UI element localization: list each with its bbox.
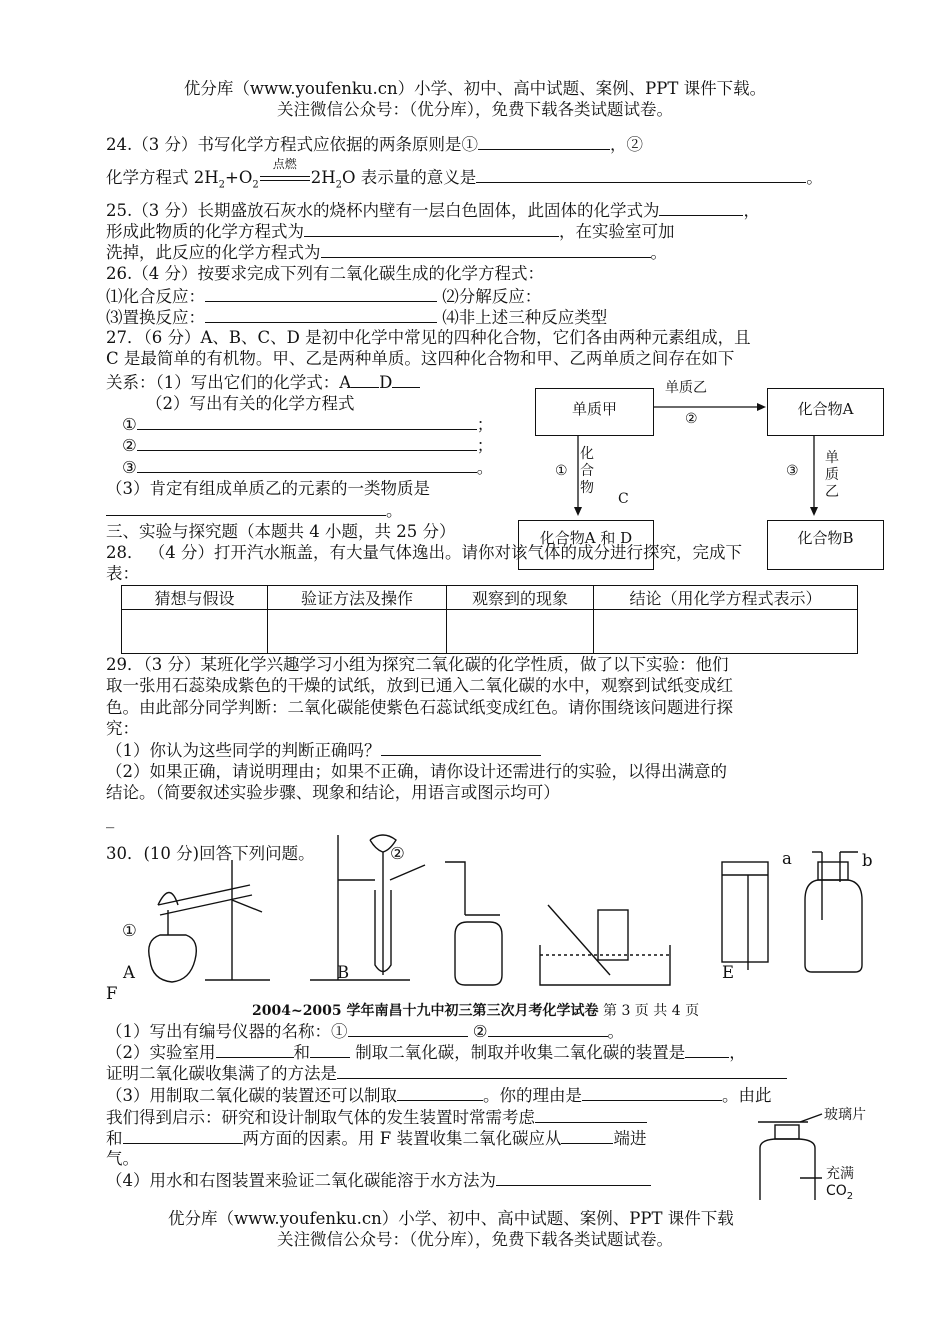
q30-s2-blank-4[interactable]: [337, 1062, 787, 1079]
q24-blank-1[interactable]: [478, 133, 610, 150]
q28-cell-hypothesis[interactable]: [122, 610, 268, 654]
q30-s4-text: （4）用水和右图装置来验证二氧化碳能溶于水方法为: [106, 1171, 496, 1190]
q24-equals: [260, 176, 310, 181]
apparatus-F: [805, 852, 862, 972]
q30-s1: [106, 1020, 624, 1043]
q26-c: ⑶置换反应：: [106, 308, 205, 327]
q30-s3-text-3b: 两方面的因素。用 F 装置收集二氧化碳应从: [242, 1129, 562, 1148]
diagram-label-c3: ③: [786, 463, 799, 479]
q25-text-1: 25.（3 分）长期盛放石灰水的烧杯内壁有一层白色固体，此固体的化学式为: [106, 201, 660, 220]
q30-s3-text-a: （3）用制取二氧化碳的装置还可以制取: [106, 1086, 397, 1105]
q24-eq-c: 2H: [310, 168, 336, 187]
label-E: E: [722, 963, 735, 982]
q26-blank-c[interactable]: [205, 306, 437, 323]
q30-s3: [106, 1084, 772, 1107]
q28-header-observation: 观察到的现象: [447, 586, 594, 610]
q29-line-2: 取一张用石蕊染成紫色的干燥的试纸，放到已通入二氧化碳的水中，观察到试纸变成红: [106, 676, 733, 695]
q24-sub: 2: [218, 179, 226, 191]
q26-line-2: [106, 285, 541, 308]
q27-blank-eq3[interactable]: [137, 456, 477, 473]
q24-line-2: [106, 157, 823, 196]
q27-blank-eq2[interactable]: [137, 434, 477, 451]
q30-s3-text-2: 我们得到启示：研究和设计制取气体的发生装置时常需考虑: [106, 1108, 535, 1127]
q30-s3-text-3a: 和: [106, 1129, 123, 1148]
q30-s1-text: （1）写出有编号仪器的名称：①: [106, 1022, 348, 1041]
q30-s2-text-c: 制取二氧化碳，制取并收集二氧化碳的装置是: [355, 1043, 686, 1062]
bottle-label-co2: [826, 1183, 853, 1205]
q30-s2-blank-2[interactable]: [310, 1041, 350, 1058]
q30-s1-n2: ②: [472, 1022, 488, 1041]
q24-eq-d: O 表示量的意义是: [342, 168, 477, 187]
q26-line-1: 26.（4 分）按要求完成下列有二氧化碳生成的化学方程式：: [106, 264, 544, 283]
q27-end: 。: [386, 501, 403, 520]
q30-line-1: 30．(10 分)回答下列问题。: [106, 844, 315, 863]
arrowhead-jia-to-A: [757, 403, 766, 411]
q30-s3-blank-3[interactable]: [535, 1106, 647, 1123]
q25-blank-3[interactable]: [321, 241, 651, 258]
q27-text-3: 关系：（1）写出它们的化学式：A: [106, 373, 352, 392]
q29-line-7: 结论。（简要叙述实验步骤、现象和结论，用语言或图示均可）: [106, 783, 560, 802]
q25-blank-2[interactable]: [304, 220, 559, 237]
q29-line-1: 29．（3 分）某班化学兴趣学习小组为探究二氧化碳的化学性质，做了以下实验：他们: [106, 655, 729, 674]
exam-footer-title: [252, 1000, 699, 1022]
q28-cell-conclusion[interactable]: [594, 610, 858, 654]
q29-q1: （1）你认为这些同学的判断正确吗？: [106, 741, 381, 760]
q27-eq-2: [122, 434, 493, 457]
q27-label-D: D: [379, 373, 393, 392]
q28-header-conclusion: 结论（用化学方程式表示）: [594, 586, 858, 610]
q30-s3-line-3: [106, 1127, 646, 1150]
q24-ignite-arrow: [259, 157, 311, 189]
q28-cell-method[interactable]: [268, 610, 447, 654]
label-F: F: [106, 984, 118, 1003]
q30-s2-line-2: [106, 1062, 787, 1085]
label-n1: ①: [122, 921, 137, 940]
q27-blank-A[interactable]: [351, 371, 379, 388]
apparatus-C: [445, 862, 502, 985]
q28-header-method: 验证方法及操作: [268, 586, 447, 610]
bottle-label-full: 充满: [826, 1166, 854, 1182]
diagram-label-yi-vertical: 单质乙: [825, 450, 839, 500]
q30-s3-blank-2[interactable]: [582, 1084, 722, 1101]
q25-line-3: [106, 241, 667, 264]
q25-text-2b: ，在实验室可加: [559, 222, 675, 241]
q24-sep: ，②: [609, 135, 643, 154]
q30-s3-blank-4[interactable]: [123, 1127, 243, 1144]
diagram-box-compAD: 化合物A 和 D: [518, 520, 654, 570]
q29-blank-1[interactable]: [381, 739, 541, 756]
q24-ignite-label: 点燃: [272, 157, 297, 171]
co2-bottle-diagram: [758, 1114, 822, 1200]
q29-line-6: （2）如果正确，请说明理由；如果不正确，请你设计还需进行的实验，以得出满意的: [106, 762, 727, 781]
apparatus-E: [722, 862, 768, 970]
q26-d: ⑷非上述三种反应类型: [442, 308, 608, 327]
q30-s3-blank-1[interactable]: [397, 1084, 483, 1101]
q30-s3-line-4: 气。: [106, 1149, 139, 1168]
diagram-box-jia: 单质甲: [535, 388, 654, 436]
q29-dash: _: [106, 809, 115, 828]
q27-line-1: 27．（6 分）A、B、C、D 是初中化学中常见的四种化合物，它们各由两种元素组成，且: [106, 328, 751, 347]
q29-line-3: 色。由此部分同学判断：二氧化碳能使紫色石蕊试纸变成红色。请你围绕该问题进行探: [106, 698, 733, 717]
exam-title: 2004~2005 学年南昌十九中初三第三次月考化学试卷: [252, 1003, 599, 1019]
q30-s3-text-b: 。你的理由是: [483, 1086, 582, 1105]
q30-s3-blank-5[interactable]: [561, 1127, 613, 1144]
q24-sub: 2: [335, 179, 343, 191]
q30-s1-blank-1[interactable]: [348, 1020, 468, 1037]
q27-dot: 。: [476, 458, 494, 477]
q27-eq-1: [122, 413, 493, 436]
q27-n1: ①: [122, 415, 137, 434]
q30-s4-blank[interactable]: [496, 1169, 651, 1186]
q25-end-1: ，: [743, 201, 760, 220]
q26-a: ⑴化合反应：: [106, 287, 205, 306]
label-a: a: [782, 849, 792, 868]
q24-end: 。: [806, 168, 823, 187]
bottle-co2-text: CO: [826, 1183, 847, 1199]
q25-line-2: [106, 220, 675, 243]
q30-s2-text-2: 证明二氧化碳收集满了的方法是: [106, 1064, 337, 1083]
footer-line-1: 优分库（www.youfenku.cn）小学、初中、高中试题、案例、PPT 课件下载: [168, 1209, 734, 1228]
q28-cell-observation[interactable]: [447, 610, 594, 654]
q25-text-2: 形成此物质的化学方程式为: [106, 222, 304, 241]
q25-line-1: [106, 199, 760, 222]
q30-s2-blank-1[interactable]: [216, 1041, 294, 1058]
q24-line-1: [106, 133, 643, 156]
arrowhead-A-to-B: [810, 507, 818, 516]
q24-text: 24.（3 分）书写化学方程式应依据的两条原则是①: [106, 135, 478, 154]
q24-eq-b: +O: [225, 168, 253, 187]
q30-s2: [106, 1041, 746, 1064]
arrowhead-jia-to-AD: [574, 507, 582, 516]
label-A: A: [123, 963, 135, 982]
q30-s1-blank-2[interactable]: [488, 1020, 608, 1037]
q27-line-2: C 是最简单的有机物。甲、乙是两种单质。这四种化合物和甲、乙两单质之间存在如下: [106, 349, 735, 368]
q30-s2-blank-3[interactable]: [685, 1041, 729, 1058]
apparatus-A: [149, 860, 270, 982]
q27-line-8: （3）肯定有组成单质乙的元素的一类物质是: [106, 479, 430, 498]
q27-line-9: [106, 499, 403, 522]
label-b: b: [862, 851, 873, 870]
q26-b: ⑵分解反应：: [442, 287, 542, 306]
q30-s1-end: 。: [607, 1022, 625, 1041]
label-B: B: [337, 963, 350, 982]
q24-blank-2[interactable]: [476, 166, 806, 183]
apparatus-D: [540, 905, 670, 985]
q24-eq-a: 化学方程式 2H: [106, 168, 219, 187]
q30-s3-text-3c: 端进: [613, 1129, 647, 1148]
diagram-label-c2: ②: [685, 411, 698, 427]
bottle-co2-sub: 2: [846, 1190, 854, 1202]
diagram-label-c1: ①: [555, 463, 568, 479]
q29-line-4: 究：: [106, 719, 139, 738]
q30-s3-line-2: [106, 1106, 647, 1129]
q25-end-3: 。: [650, 243, 667, 262]
q27-eq-3: [122, 456, 493, 479]
q28-line-2: 表：: [106, 564, 139, 583]
q30-s4: [106, 1169, 651, 1192]
q27-n3: ③: [122, 458, 137, 477]
diagram-label-compound: 化合物: [580, 446, 594, 496]
header-line-1: 优分库（www.youfenku.cn）小学、初中、高中试题、案例、PPT 课件下载。: [183, 79, 767, 98]
section-3-title: 三、实验与探究题（本题共 4 小题，共 25 分）: [106, 522, 456, 541]
q27-line-3: [106, 371, 420, 394]
page-number: 第 3 页 共 4 页: [603, 1003, 700, 1019]
q27-blank-D[interactable]: [392, 371, 420, 388]
footer-line-2: 关注微信公众号：（优分库），免费下载各类试题试卷。: [277, 1230, 673, 1249]
q26-blank-a[interactable]: [205, 285, 437, 302]
diagram-box-compB: 化合物B: [767, 520, 884, 570]
q28-header-hypothesis: 猜想与假设: [122, 586, 268, 610]
q29-line-5: [106, 739, 541, 762]
q25-blank-1[interactable]: [659, 199, 743, 216]
q30-s3-text-c: 。由此: [722, 1086, 772, 1105]
q27-line-4: （2）写出有关的化学方程式: [146, 394, 355, 413]
q28-table: [121, 585, 858, 654]
q27-blank-eq1[interactable]: [137, 413, 477, 430]
q30-s2-text-a: （2）实验室用: [106, 1043, 216, 1062]
q28-line-1: 28． （4 分）打开汽水瓶盖，有大量气体逸出。请你对该气体的成分进行探究，完成下: [106, 543, 742, 562]
q30-s2-text-b: 和: [293, 1043, 310, 1062]
q27-semi: ；: [476, 415, 494, 434]
bottle-label-glass: 玻璃片: [824, 1107, 866, 1123]
q27-semi: ；: [476, 436, 494, 455]
q27-n2: ②: [122, 436, 137, 455]
label-n2: ②: [390, 844, 405, 863]
diagram-label-yi: 单质乙: [665, 380, 707, 396]
q25-text-3: 洗掉，此反应的化学方程式为: [106, 243, 321, 262]
q24-sub: 2: [252, 179, 259, 191]
q30-s2-end: ，: [729, 1043, 746, 1062]
diagram-label-C: C: [618, 491, 629, 507]
q26-line-3: [106, 306, 607, 329]
q27-blank-last[interactable]: [106, 499, 386, 516]
header-line-2: 关注微信公众号：（优分库），免费下载各类试题试卷。: [277, 100, 673, 119]
apparatus-B: [310, 835, 425, 980]
diagram-box-compA: 化合物A: [767, 388, 884, 436]
